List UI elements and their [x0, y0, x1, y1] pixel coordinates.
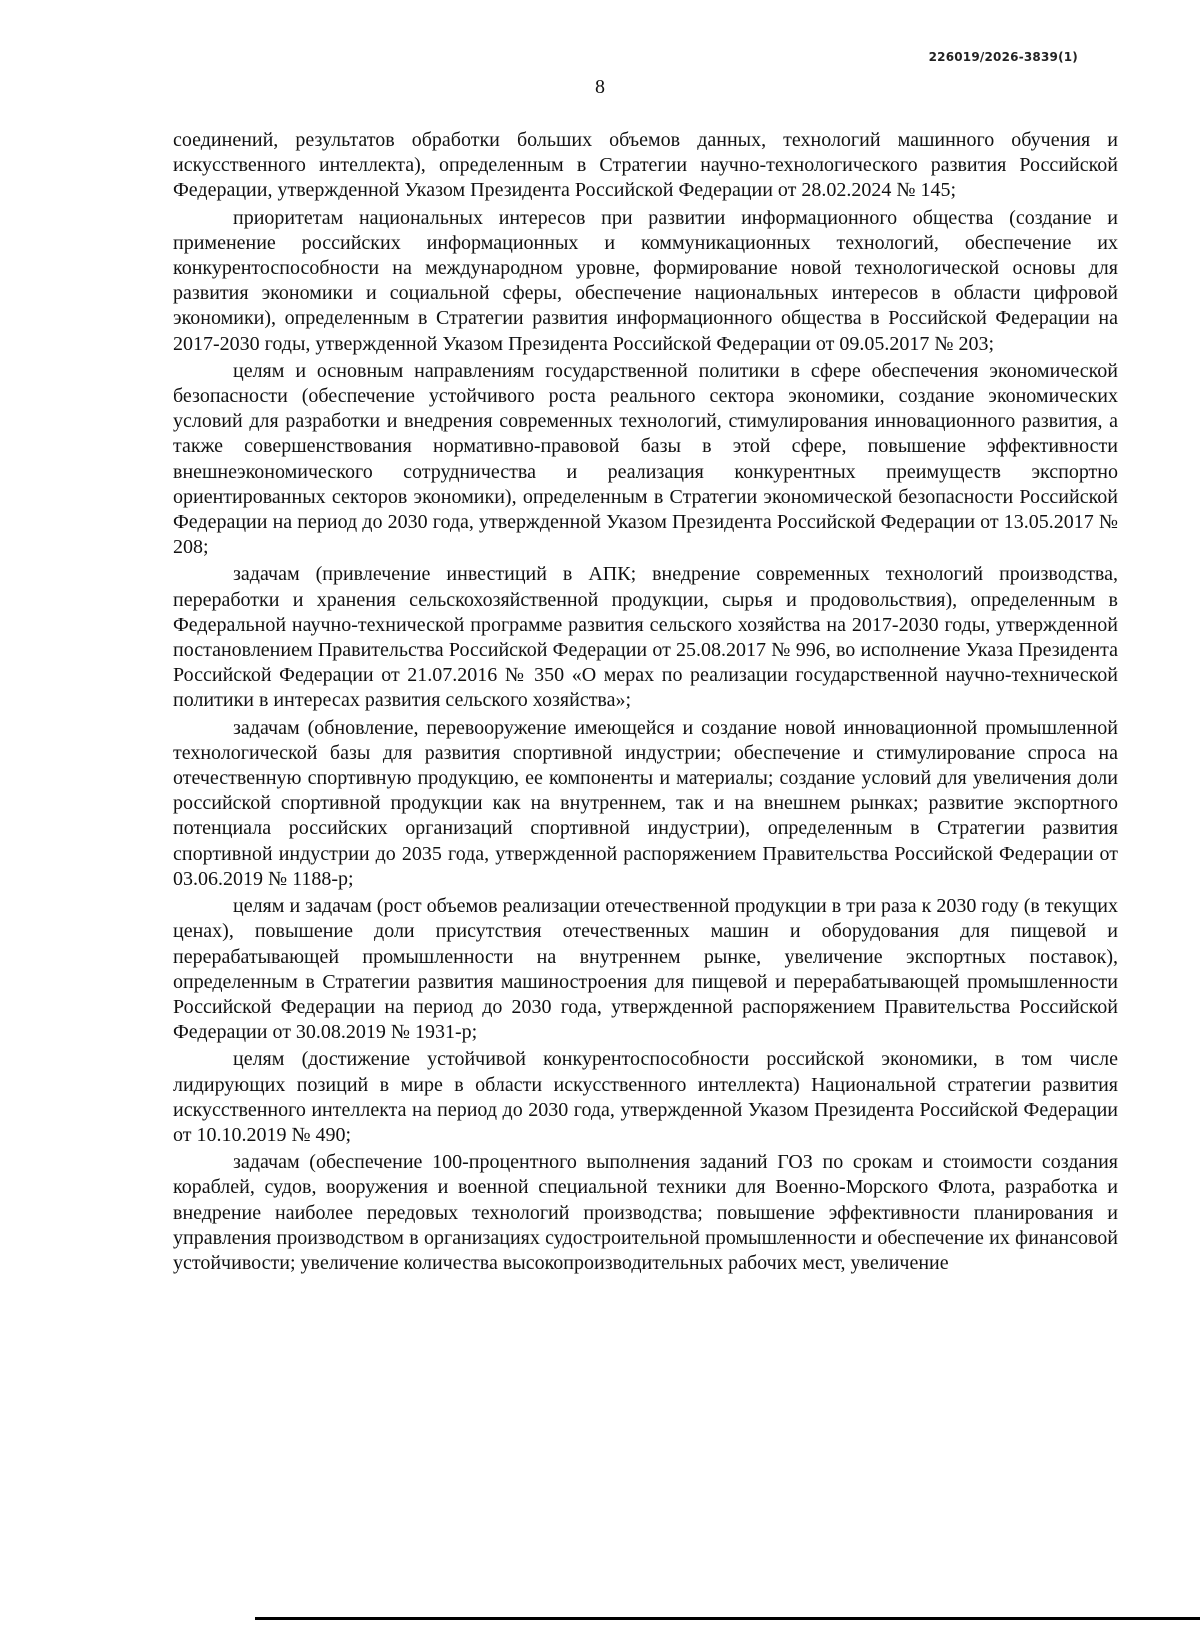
- page-number: 8: [595, 76, 605, 98]
- document-body: [173, 128, 1118, 1278]
- paragraph-8: задачам (обеспечение 100-процентного выполнения заданий ГОЗ по срокам и стоимости создания кораблей, судов, вооружения и военной специальной техники для Военно-Морского Флота, разработка и внедрение наиболее передовых технологий производства; повышение эффективности планирования и управления производством в организациях судостроительной промышленности и обеспечение их финансовой устойчивости; увеличение количества высокопроизводительных рабочих мест, увеличение: [173, 1151, 1118, 1274]
- paragraph-6: целям и задачам (рост объемов реализации отечественной продукции в три раза к 2030 году (в текущих ценах), повышение доли присутствия отечественных машин и оборудования для пищевой и перерабатывающей промышленности на внутреннем рынке, увеличение экспортных поставок), определенным в Стратегии развития машиностроения для пищевой и перерабатывающей промышленности Российской Федерации на период до 2030 года, утвержденной распоряжением Правительства Российской Федерации от 30.08.2019 № 1931-р;: [173, 895, 1118, 1044]
- document-registration-number: 226019/2026-3839(1): [928, 50, 1078, 64]
- paragraph-4: задачам (привлечение инвестиций в АПК; внедрение современных технологий производства, переработки и хранения сельскохозяйственной продукции, сырья и продовольствия), определенным в Федеральной научно-технической программе развития сельского хозяйства на 2017-2030 годы, утвержденной постановлением Правительства Российской Федерации от 25.08.2017 № 996, во исполнение Указа Президента Российской Федерации от 21.07.2016 № 350 «О мерах по реализации государственной научно-технической политики в интересах развития сельского хозяйства»;: [173, 563, 1118, 712]
- paragraph-1: соединений, результатов обработки больших объемов данных, технологий машинного обучения и искусственного интеллекта), определенным в Стратегии научно-технологического развития Российской Федерации, утвержденной Указом Президента Российской Федерации от 28.02.2024 № 145;: [173, 129, 1118, 202]
- paragraph-7: целям (достижение устойчивой конкурентоспособности российской экономики, в том числе лидирующих позиций в мире в области искусственного интеллекта) Национальной стратегии развития искусственного интеллекта на период до 2030 года, утвержденной Указом Президента Российской Федерации от 10.10.2019 № 490;: [173, 1048, 1118, 1146]
- scan-edge-line: [255, 1617, 1200, 1620]
- paragraph-5: задачам (обновление, перевооружение имеющейся и создание новой инновационной промышленной технологической базы для развития спортивной индустрии; обеспечение и стимулирование спроса на отечественную спортивную продукцию, ее компоненты и материалы; создание условий для увеличения доли российской спортивной продукции как на внутреннем, так и на внешнем рынках; развитие экспортного потенциала российских организаций спортивной индустрии), определенным в Стратегии развития спортивной индустрии до 2035 года, утвержденной распоряжением Правительства Российской Федерации от 03.06.2019 № 1188-р;: [173, 716, 1118, 890]
- paragraph-2: приоритетам национальных интересов при развитии информационного общества (создание и применение российских информационных и коммуникационных технологий, обеспечение их конкурентоспособности на международном уровне, формирование новой технологической основы для развития экономики и социальной сферы, обеспечение национальных интересов в области цифровой экономики), определенным в Стратегии развития информационного общества в Российской Федерации на 2017-2030 годы, утвержденной Указом Президента Российской Федерации от 09.05.2017 № 203;: [173, 206, 1118, 355]
- paragraph-3: целям и основным направлениям государственной политики в сфере обеспечения экономической безопасности (обеспечение устойчивого роста реального сектора экономики, создание экономических условий для разработки и внедрения современных технологий, стимулирования инновационного развития, а также совершенствования нормативно-правовой базы в этой сфере, повышение эффективности внешнеэкономического сотрудничества и реализация конкурентных преимуществ экспортно ориентированных секторов экономики), определенным в Стратегии экономической безопасности Российской Федерации на период до 2030 года, утвержденной Указом Президента Российской Федерации от 13.05.2017 № 208;: [173, 359, 1118, 559]
